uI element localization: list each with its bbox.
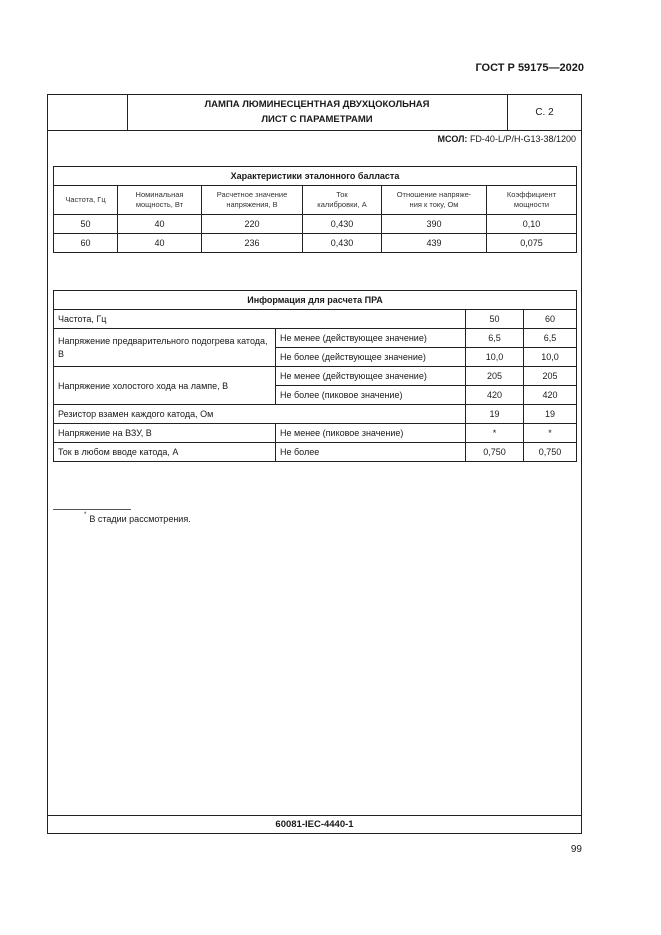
cond-current: Не более xyxy=(276,443,466,462)
table-row xyxy=(54,367,577,386)
row-label-preheat: Напряжение предварительного подогрева катода, В xyxy=(54,329,276,367)
msol-value: FD-40-L/P/H-G13-38/1200 xyxy=(469,134,576,144)
cell-60hz: 10,0 xyxy=(524,348,577,367)
cell-ratio: 390 xyxy=(382,215,487,234)
footnote-text: В стадии рассмотрения. xyxy=(89,514,191,524)
cell-power: 40 xyxy=(118,215,202,234)
row-label-frequency: Частота, Гц xyxy=(54,310,466,329)
cell-frequency: 50 xyxy=(54,215,118,234)
cell-power-factor: 0,10 xyxy=(487,215,577,234)
col-header-frequency: Частота, Гц xyxy=(54,186,118,215)
cell-50hz: 420 xyxy=(466,386,524,405)
cond-preheat-max: Не более (действующее значение) xyxy=(276,348,466,367)
cell-50hz: * xyxy=(466,424,524,443)
cell-60hz: 0,750 xyxy=(524,443,577,462)
cell-ratio: 439 xyxy=(382,234,487,253)
cond-ocv-min: Не менее (действующее значение) xyxy=(276,367,466,386)
cell-voltage: 220 xyxy=(202,215,303,234)
page-number: 99 xyxy=(570,844,582,855)
row-label-vzu: Напряжение на ВЗУ, В xyxy=(54,424,276,443)
footer-code: 60081-IEC-4440-1 xyxy=(275,819,354,830)
msol-designation xyxy=(300,134,576,144)
ballast-table xyxy=(53,166,577,253)
cell-50hz: 19 xyxy=(466,405,524,424)
sheet-title xyxy=(127,94,508,130)
cell-power-factor: 0,075 xyxy=(487,234,577,253)
table-row xyxy=(54,310,577,329)
cell-60hz: 205 xyxy=(524,367,577,386)
cell-60hz: * xyxy=(524,424,577,443)
table-row xyxy=(54,424,577,443)
row-label-resistor: Резистор взамен каждого катода, Ом xyxy=(54,405,466,424)
pra-table xyxy=(53,290,577,462)
table-row xyxy=(54,443,577,462)
title-line-2: ЛИСТ С ПАРАМЕТРАМИ xyxy=(261,114,373,125)
cell-50hz: 205 xyxy=(466,367,524,386)
cell-power: 40 xyxy=(118,234,202,253)
cell-current: 0,430 xyxy=(303,234,382,253)
cell-60hz: 6,5 xyxy=(524,329,577,348)
cond-preheat-min: Не менее (действующее значение) xyxy=(276,329,466,348)
cell-50hz: 0,750 xyxy=(466,443,524,462)
row-label-current: Ток в любом вводе катода, А xyxy=(54,443,276,462)
footnote-rule xyxy=(53,509,131,510)
header-left-cell xyxy=(47,94,128,130)
table-row xyxy=(54,329,577,348)
cell-60hz: 60 xyxy=(524,310,577,329)
table-row xyxy=(54,405,577,424)
col-header-current: Ток калибровки, А xyxy=(303,186,382,215)
cell-50hz: 6,5 xyxy=(466,329,524,348)
col-header-power-factor: Коэффициент мощности xyxy=(487,186,577,215)
cell-60hz: 420 xyxy=(524,386,577,405)
cell-50hz: 10,0 xyxy=(466,348,524,367)
standard-number: ГОСТ Р 59175—2020 xyxy=(475,62,584,74)
row-label-ocv: Напряжение холостого хода на лампе, В xyxy=(54,367,276,405)
cell-voltage: 236 xyxy=(202,234,303,253)
col-header-ratio: Отношение напряже- ния к току, Ом xyxy=(382,186,487,215)
cond-vzu: Не менее (пиковое значение) xyxy=(276,424,466,443)
footnote-mark: * xyxy=(84,512,87,518)
sheet-number: С. 2 xyxy=(535,106,554,118)
header-divider xyxy=(47,130,582,131)
cell-50hz: 50 xyxy=(466,310,524,329)
cell-60hz: 19 xyxy=(524,405,577,424)
ballast-table-caption: Характеристики эталонного балласта xyxy=(54,167,577,186)
cond-ocv-max: Не более (пиковое значение) xyxy=(276,386,466,405)
table-row xyxy=(54,234,577,253)
cell-frequency: 60 xyxy=(54,234,118,253)
col-header-voltage: Расчетное значение напряжения, В xyxy=(202,186,303,215)
table-row xyxy=(54,215,577,234)
msol-label: МСОЛ: xyxy=(437,134,468,144)
pra-table-caption: Информация для расчета ПРА xyxy=(54,291,577,310)
cell-current: 0,430 xyxy=(303,215,382,234)
col-header-power: Номинальная мощность, Вт xyxy=(118,186,202,215)
title-line-1: ЛАМПА ЛЮМИНЕСЦЕНТНАЯ ДВУХЦОКОЛЬНАЯ xyxy=(204,99,430,110)
footnote xyxy=(84,514,191,524)
